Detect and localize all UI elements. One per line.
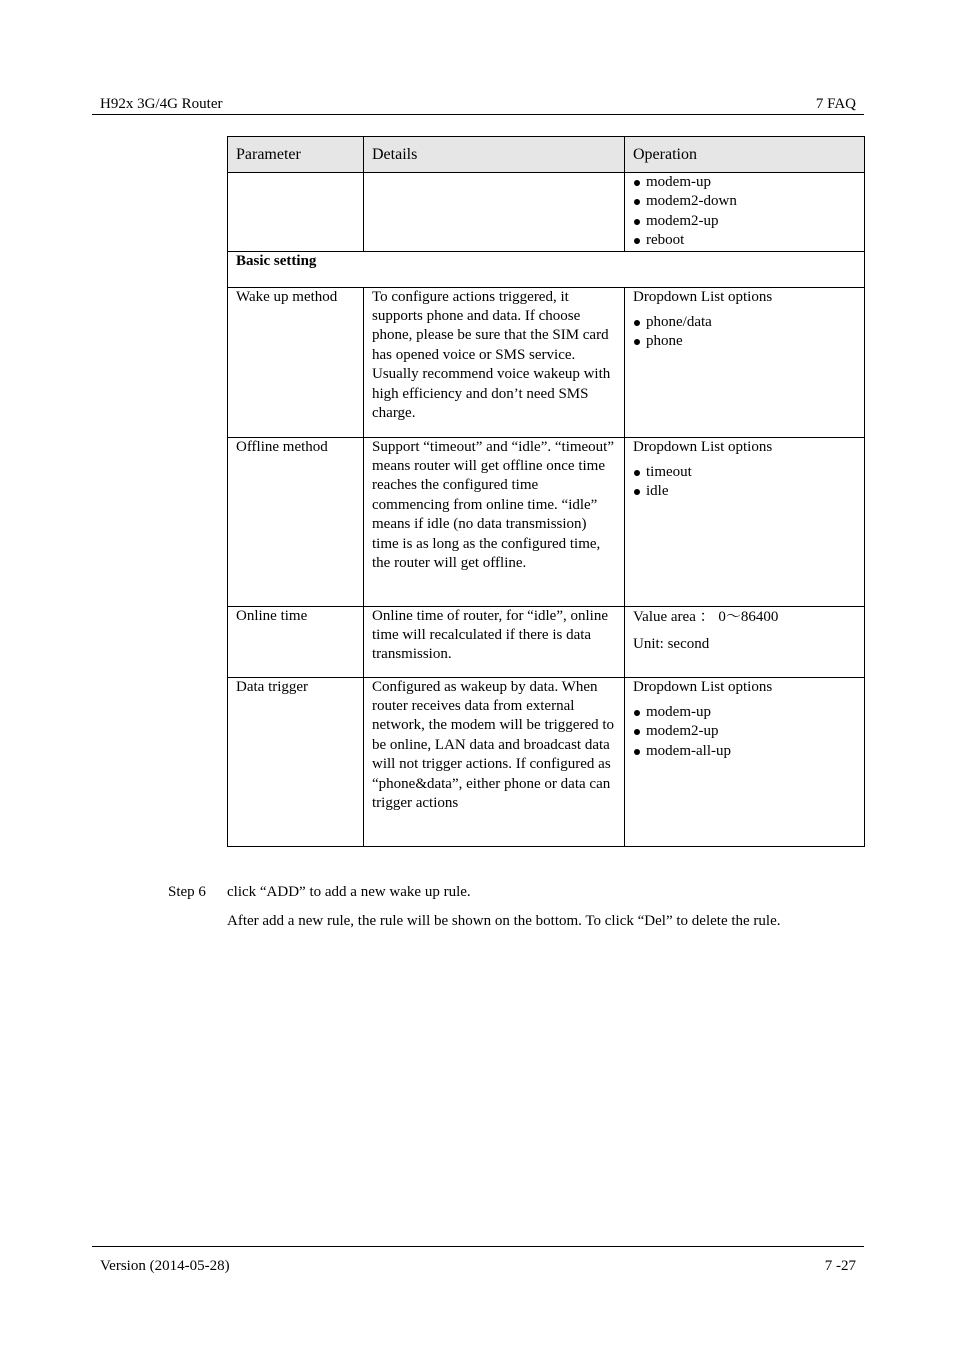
list-item: modem2-up — [633, 722, 856, 741]
option-list — [633, 703, 856, 761]
header-chapter: 7 FAQ — [815, 96, 856, 112]
cell-operation — [625, 606, 865, 677]
cell-details: Configured as wakeup by data. When router receives data from external network, the modem will be triggered to be online, LAN data and broadcast data will not trigger actions. If configured as “phone&data”, either phone or data can trigger actions — [364, 677, 625, 846]
table-row-online-time — [228, 606, 865, 677]
list-item: modem-up — [633, 703, 856, 722]
list-item: idle — [633, 482, 856, 501]
cell-parameter-empty — [228, 173, 364, 252]
header-document-title: H92x 3G/4G Router — [100, 96, 223, 112]
step-instruction: click “ADD” to add a new wake up rule. — [227, 884, 471, 900]
cell-details-empty — [364, 173, 625, 252]
cell-parameter: Wake up method — [228, 287, 364, 437]
option-list — [633, 463, 856, 502]
value-area: Value area ： 0～86400 — [633, 608, 779, 625]
list-item: modem-up — [633, 173, 856, 192]
list-item: modem-all-up — [633, 742, 856, 761]
table-row-data-trigger — [228, 677, 865, 846]
cell-parameter: Online time — [228, 606, 364, 677]
parameter-table — [227, 136, 865, 847]
footer-page-number: 7 -27 — [824, 1258, 856, 1274]
cell-operation — [625, 677, 865, 846]
cell-details: Support “timeout” and “idle”. “timeout” means router will get offline once time reaches the configured time commencing from online time. “idle” means if idle (no data transmission) time is as long as the configured time, the router will get offline. — [364, 437, 625, 606]
cell-parameter: Offline method — [228, 437, 364, 606]
column-header-details: Details — [364, 137, 625, 173]
cell-operation — [625, 287, 865, 437]
cell-operation — [625, 437, 865, 606]
table-header-row — [228, 137, 865, 173]
table-row-continued — [228, 173, 865, 252]
cell-details: Online time of router, for “idle”, online time will recalculated if there is data transmission. — [364, 606, 625, 677]
option-list — [633, 313, 856, 352]
operation-title: Dropdown List options — [633, 438, 773, 455]
table-section-row — [228, 251, 865, 287]
column-header-parameter: Parameter — [228, 137, 364, 173]
continued-option-list — [633, 173, 856, 251]
footer-version: Version (2014-05-28) — [100, 1258, 230, 1274]
cell-parameter: Data trigger — [228, 677, 364, 846]
table-row-wake-up-method — [228, 287, 865, 437]
table-row-offline-method — [228, 437, 865, 606]
step-note: After add a new rule, the rule will be shown on the bottom. To click “Del” to delete the rule. — [227, 913, 781, 929]
unit-label: Unit: second — [633, 636, 710, 653]
list-item: modem2-down — [633, 192, 856, 211]
cell-operation-continued — [625, 173, 865, 252]
page-footer — [92, 1246, 864, 1277]
step-label: Step 6 — [168, 884, 206, 900]
operation-title: Dropdown List options — [633, 678, 773, 695]
list-item: modem2-up — [633, 212, 856, 231]
list-item: reboot — [633, 231, 856, 250]
cell-details: To configure actions triggered, it supports phone and data. If choose phone, please be sure that the SIM card has opened voice or SMS service. Usually recommend voice wakeup with high efficiency and don’t need SMS charge. — [364, 287, 625, 437]
column-header-operation: Operation — [625, 137, 865, 173]
section-title-basic-setting: Basic setting — [228, 251, 865, 287]
list-item: phone/data — [633, 313, 856, 332]
page-header — [92, 94, 864, 115]
list-item: timeout — [633, 463, 856, 482]
operation-title: Dropdown List options — [633, 288, 773, 305]
list-item: phone — [633, 332, 856, 351]
